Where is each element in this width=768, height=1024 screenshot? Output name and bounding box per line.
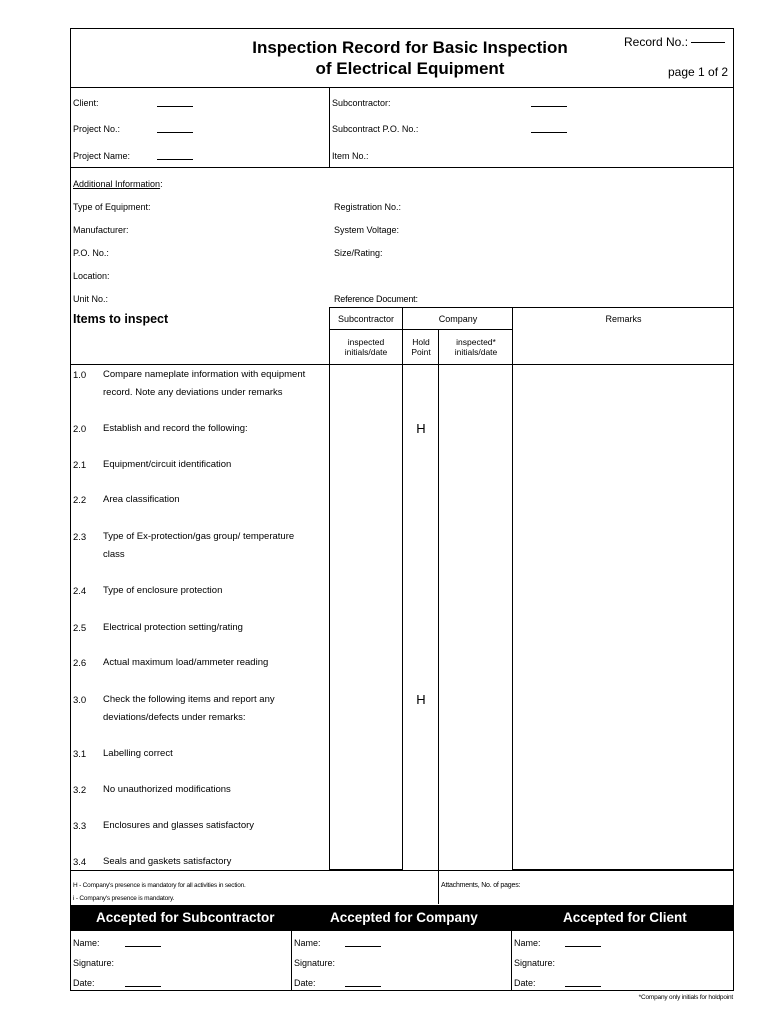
accepted-client-heading: Accepted for Client <box>563 910 687 925</box>
comp-inspected-header-line2: initials/date <box>454 347 498 357</box>
info-divider-v <box>329 87 330 167</box>
client-field <box>73 98 99 108</box>
acceptance-bar <box>70 905 733 931</box>
hold-point-marker: H <box>416 692 426 707</box>
subcontractor-blank[interactable] <box>531 106 567 107</box>
notes-top-divider <box>70 870 734 871</box>
frame-right <box>733 28 734 991</box>
record-no-label: Record No.: <box>624 35 689 49</box>
items-to-inspect-heading: Items to inspect <box>73 312 169 326</box>
item-description <box>103 366 325 402</box>
comp-inspected-header-line1: inspected* <box>456 337 496 347</box>
i-note: i - Company's presence is mandatory. <box>73 895 175 902</box>
item-line1: Type of Ex-protection/gas group/ temperature <box>103 531 295 542</box>
sub-date-label: Date: <box>73 978 95 988</box>
registration-no-label: Registration No.: <box>334 202 402 212</box>
item-line1: Enclosures and glasses satisfactory <box>103 820 255 831</box>
additional-info-heading-text: Additional Information <box>73 179 161 189</box>
item-number: 2.5 <box>73 623 87 634</box>
item-number: 2.3 <box>73 532 87 543</box>
col-line-subcontractor <box>329 307 330 870</box>
subcontract-po-label: Subcontract P.O. No.: <box>332 124 419 134</box>
hold-point-header-line2: Point <box>411 347 431 357</box>
hold-point-marker: H <box>416 421 426 436</box>
sub-name-blank[interactable] <box>125 946 161 947</box>
item-number: 2.2 <box>73 495 87 506</box>
item-line2: class <box>103 549 125 560</box>
item-description <box>103 582 325 600</box>
item-line1: Seals and gaskets satisfactory <box>103 856 232 867</box>
sub-inspected-header-line1: inspected <box>347 337 385 347</box>
additional-info-heading-colon: : <box>160 179 163 189</box>
sub-date-blank[interactable] <box>125 986 161 987</box>
reference-document-label: Reference Document: <box>334 294 418 304</box>
subcontractor-column-header: Subcontractor <box>337 314 395 324</box>
item-description <box>103 420 325 438</box>
page-number: page 1 of 2 <box>668 65 729 79</box>
col-line-hold-left <box>402 307 403 870</box>
item-number: 2.0 <box>73 424 87 435</box>
item-number: 1.0 <box>73 370 87 381</box>
item-line1: Establish and record the following: <box>103 423 248 434</box>
item-line1: Actual maximum load/ammeter reading <box>103 657 269 668</box>
type-of-equipment-label: Type of Equipment: <box>73 202 151 212</box>
item-line1: Equipment/circuit identification <box>103 459 232 470</box>
item-description <box>103 654 325 672</box>
remarks-column-header: Remarks <box>605 314 642 324</box>
item-description <box>103 745 325 763</box>
item-description <box>103 691 325 727</box>
client-blank[interactable] <box>157 106 193 107</box>
po-no-label: P.O. No.: <box>73 248 109 258</box>
company-signature-label: Signature: <box>294 958 336 968</box>
company-date-blank[interactable] <box>345 986 381 987</box>
hold-point-header-line1: Hold <box>412 337 430 347</box>
info-bottom-divider <box>70 167 734 168</box>
client-date-label: Date: <box>514 978 536 988</box>
sub-inspected-header-line2: initials/date <box>344 347 388 357</box>
location-label: Location: <box>73 271 110 281</box>
item-number: 3.0 <box>73 695 87 706</box>
project-no-field <box>73 124 120 134</box>
col-line-hold-right <box>438 329 439 904</box>
hold-point-header <box>403 337 439 357</box>
sig-divider-1 <box>291 931 292 991</box>
item-number: 2.4 <box>73 586 87 597</box>
project-no-blank[interactable] <box>157 132 193 133</box>
client-name-label: Name: <box>514 938 541 948</box>
client-signature-label: Signature: <box>514 958 556 968</box>
sig-divider-2 <box>511 931 512 991</box>
item-number: 3.1 <box>73 749 87 760</box>
hold-note: H - Company's presence is mandatory for all activities in section. <box>73 882 246 889</box>
project-name-label: Project Name: <box>73 151 131 161</box>
item-line1: Compare nameplate information with equipment <box>103 369 306 380</box>
manufacturer-label: Manufacturer: <box>73 225 129 235</box>
item-line1: Check the following items and report any <box>103 694 275 705</box>
client-label: Client: <box>73 98 99 108</box>
item-line1: Area classification <box>103 494 180 505</box>
item-number: 3.4 <box>73 857 87 868</box>
item-number: 2.1 <box>73 460 87 471</box>
subcontract-po-blank[interactable] <box>531 132 567 133</box>
table-header-top <box>329 307 734 308</box>
system-voltage-label: System Voltage: <box>334 225 400 235</box>
sub-inspected-header <box>330 337 402 357</box>
table-subheader-divider <box>329 329 513 330</box>
title-line-2: of Electrical Equipment <box>315 59 505 78</box>
item-description <box>103 781 325 799</box>
frame-left <box>70 28 71 991</box>
item-line1: Electrical protection setting/rating <box>103 622 243 633</box>
footer-note: *Company only initials for holdpoint <box>638 994 733 1001</box>
size-rating-label: Size/Rating: <box>334 248 383 258</box>
company-column-header: Company <box>438 314 478 324</box>
attachments-label: Attachments, No. of pages: <box>441 882 521 889</box>
item-line1: Labelling correct <box>103 748 173 759</box>
accepted-subcontractor-heading: Accepted for Subcontractor <box>96 910 275 925</box>
client-name-blank[interactable] <box>565 946 601 947</box>
subcontractor-label: Subcontractor: <box>332 98 391 108</box>
company-name-blank[interactable] <box>345 946 381 947</box>
title-line-1: Inspection Record for Basic Inspection <box>252 38 568 57</box>
item-line1: Type of enclosure protection <box>103 585 223 596</box>
sub-name-label: Name: <box>73 938 100 948</box>
client-date-blank[interactable] <box>565 986 601 987</box>
item-number: 3.3 <box>73 821 87 832</box>
item-description <box>103 528 325 564</box>
comp-inspected-header <box>439 337 513 357</box>
company-date-label: Date: <box>294 978 316 988</box>
item-no-label: Item No.: <box>332 151 369 161</box>
item-line2: deviations/defects under remarks: <box>103 712 246 723</box>
item-description <box>103 853 325 871</box>
item-line1: No unauthorized modifications <box>103 784 231 795</box>
item-description <box>103 456 325 474</box>
project-name-blank[interactable] <box>157 159 193 160</box>
item-description <box>103 619 325 637</box>
header-divider <box>70 87 734 88</box>
item-line2: record. Note any deviations under remarks <box>103 387 283 398</box>
project-no-label: Project No.: <box>73 124 121 134</box>
item-description <box>103 817 325 835</box>
unit-no-label: Unit No.: <box>73 294 109 304</box>
additional-info-heading <box>73 179 163 189</box>
frame-bottom <box>70 990 734 991</box>
frame-top <box>70 28 734 29</box>
sub-signature-label: Signature: <box>73 958 115 968</box>
item-description <box>103 491 325 509</box>
project-name-field <box>73 151 130 161</box>
record-no <box>624 35 725 49</box>
accepted-company-heading: Accepted for Company <box>330 910 478 925</box>
item-number: 2.6 <box>73 658 87 669</box>
col-line-remarks <box>512 307 513 870</box>
item-number: 3.2 <box>73 785 87 796</box>
company-name-label: Name: <box>294 938 321 948</box>
record-no-blank[interactable] <box>691 42 725 43</box>
